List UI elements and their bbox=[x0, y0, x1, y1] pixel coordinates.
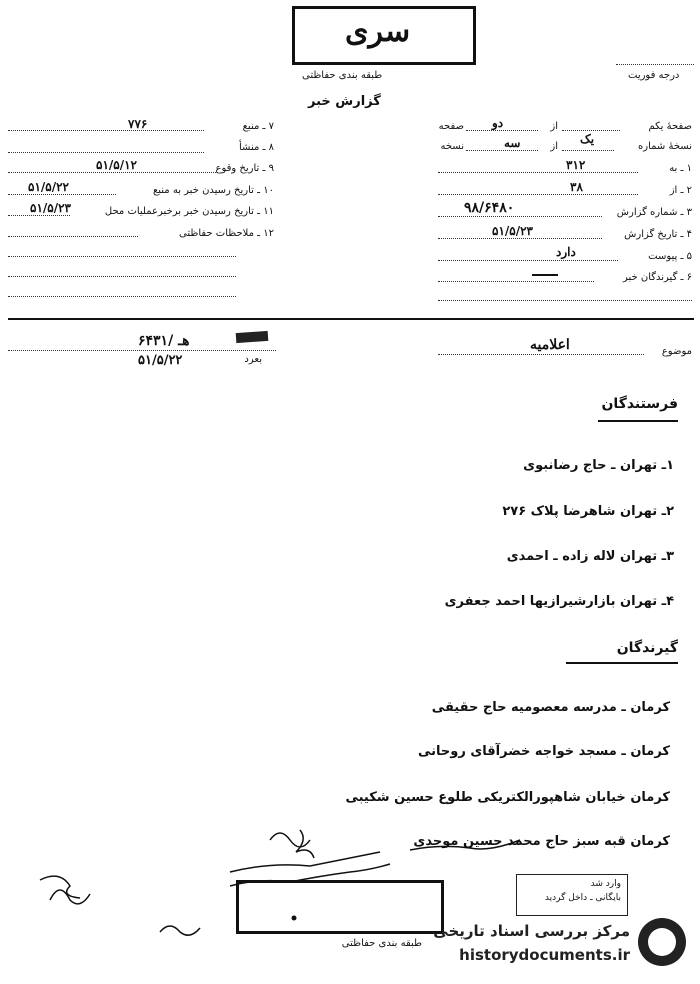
copy-value: یک bbox=[580, 132, 595, 146]
receipt-stamp bbox=[516, 874, 628, 916]
f8-label: ۸ ـ منشأ bbox=[238, 142, 274, 153]
ref-number: ۶۴۳۱/ هـ bbox=[138, 333, 190, 349]
subject-value: اعلامیه bbox=[530, 337, 570, 353]
f7-value: ۷۷۶ bbox=[128, 117, 148, 131]
f2-value: ۳۸ bbox=[570, 180, 583, 194]
f1-line bbox=[438, 172, 638, 173]
f11-label: ۱۱ ـ تاریخ رسیدن خبر برخبرعملیات محل bbox=[104, 206, 274, 217]
extra-line-1 bbox=[8, 256, 236, 257]
f6-line bbox=[438, 281, 594, 282]
copy-word: نسخه bbox=[440, 141, 464, 152]
priority-label: درجه فوریت bbox=[628, 70, 680, 81]
ref-label: بعرد bbox=[244, 354, 262, 365]
receiver-item-4: کرمان قبه سبز حاج محمد حسین موحدی bbox=[413, 834, 670, 849]
f12-label: ۱۲ ـ ملاحظات حفاظتی bbox=[179, 228, 274, 239]
f9-label: ۹ ـ تاریخ وقوع bbox=[215, 163, 274, 174]
extra-line-3 bbox=[8, 296, 236, 297]
f2-line bbox=[438, 194, 638, 195]
classification-label-bottom: طبقه بندی حفاظتی bbox=[341, 938, 422, 949]
classification-label-top: طبقه بندی حفاظتی bbox=[302, 70, 383, 81]
secret-stamp-box bbox=[292, 6, 476, 65]
receivers-title-underline bbox=[566, 662, 678, 664]
f9-line bbox=[8, 172, 218, 173]
f6-label: ۶ ـ گیرندگان خبر bbox=[622, 272, 692, 283]
from-label-2: از bbox=[550, 141, 558, 152]
sender-item-3: ۳ـ تهران لاله زاده ـ احمدی bbox=[506, 549, 674, 564]
page-line bbox=[562, 130, 620, 131]
redaction-mark bbox=[236, 331, 269, 343]
f5-value: دارد bbox=[556, 245, 576, 259]
handwritten-box bbox=[236, 880, 444, 934]
stamp-word: سری bbox=[345, 14, 411, 49]
f4-label: ۴ ـ تاریخ گزارش bbox=[624, 229, 692, 240]
receiver-item-3: کرمان خیابان شاهپورالکتریکی طلوع حسین شکیبی bbox=[345, 790, 670, 805]
separator-rule bbox=[8, 318, 694, 320]
ref-date: ۵۱/۵/۲۲ bbox=[138, 353, 183, 368]
f3-line bbox=[438, 216, 602, 217]
f5-line bbox=[438, 260, 618, 261]
from-line-2 bbox=[466, 150, 538, 151]
logo-text-en: historydocuments.ir bbox=[459, 946, 630, 964]
f4-line bbox=[438, 238, 602, 239]
f3-value: ۹۸/۶۴۸۰ bbox=[464, 200, 515, 216]
sender-item-1: ۱ـ تهران ـ حاج رضانبوی bbox=[523, 458, 674, 473]
copy-label: نسخهٔ شماره bbox=[638, 141, 692, 152]
f6-mark bbox=[532, 274, 558, 276]
extra-line-2 bbox=[8, 276, 236, 277]
ref-line bbox=[8, 350, 276, 351]
receiver-item-1: کرمان ـ مدرسه معصومیه حاج حقیقی bbox=[431, 700, 670, 715]
receipt-stamp-line2: بایگانی ـ داخل گردید bbox=[544, 893, 621, 903]
copy-from-value: سه bbox=[504, 136, 521, 150]
f12-line bbox=[8, 236, 138, 237]
sender-item-2: ۲ـ تهران شاهرضا پلاک ۲۷۶ bbox=[502, 504, 674, 519]
receipt-stamp-line1: وارد شد bbox=[590, 879, 621, 889]
copy-line bbox=[562, 150, 614, 151]
f10-label: ۱۰ ـ تاریخ رسیدن خبر به منبع bbox=[152, 185, 274, 196]
receivers-title: گیرندگان bbox=[616, 640, 678, 656]
f1-value: ۳۱۲ bbox=[566, 158, 586, 172]
document-title: گزارش خبر bbox=[308, 94, 381, 109]
f11-line bbox=[8, 215, 70, 216]
f11-value: ۵۱/۵/۲۳ bbox=[30, 201, 71, 215]
page-label: صفحهٔ یکم bbox=[648, 121, 692, 132]
sender-item-4: ۴ـ تهران بازارشیرازیها احمد جعفری bbox=[444, 594, 674, 609]
from-label-1: از bbox=[550, 121, 558, 132]
f9-value: ۵۱/۵/۱۲ bbox=[96, 158, 137, 172]
archive-logo-icon bbox=[638, 918, 686, 966]
f8-line bbox=[8, 152, 204, 153]
page-word: صفحه bbox=[438, 121, 464, 132]
receiver-item-2: کرمان ـ مسجد خواجه خضرآقای روحانی bbox=[417, 744, 670, 759]
f2-label: ۲ ـ از bbox=[669, 185, 692, 196]
from-value: دو bbox=[492, 116, 504, 130]
f7-line bbox=[8, 130, 204, 131]
f5-label: ۵ ـ پیوست bbox=[648, 251, 692, 262]
f6-line-2 bbox=[438, 300, 692, 301]
f3-label: ۳ ـ شماره گزارش bbox=[616, 207, 692, 218]
senders-title: فرستندگان bbox=[601, 396, 678, 412]
priority-line bbox=[616, 64, 694, 65]
subject-label: موضوع bbox=[661, 346, 692, 357]
f1-label: ۱ ـ به bbox=[669, 163, 692, 174]
from-line-1 bbox=[466, 130, 538, 131]
watermark-logo bbox=[430, 914, 692, 976]
logo-text-fa: مرکز بررسی اسناد تاریخی bbox=[433, 922, 630, 940]
f10-line bbox=[8, 194, 116, 195]
senders-title-underline bbox=[598, 420, 678, 422]
f4-value: ۵۱/۵/۲۳ bbox=[492, 224, 533, 238]
subject-line bbox=[438, 354, 644, 355]
f10-value: ۵۱/۵/۲۲ bbox=[28, 180, 69, 194]
f7-label: ۷ ـ منبع bbox=[242, 121, 274, 132]
